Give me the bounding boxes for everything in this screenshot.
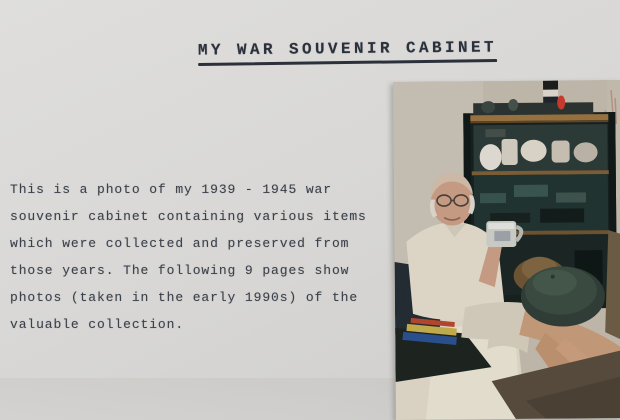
caption-text	[10, 176, 395, 338]
cabinet-photo	[393, 80, 620, 420]
title-underline	[198, 59, 497, 65]
mug	[486, 221, 521, 247]
photo-scene	[393, 80, 620, 420]
caption-line: which were collected and preserved from	[10, 236, 350, 251]
page-title: MY WAR SOUVENIR CABINET	[197, 38, 498, 60]
caption-line: photos (taken in the early 1990s) of the	[10, 290, 359, 305]
caption-line: valuable collection.	[10, 317, 185, 332]
caption-line: This is a photo of my 1939 - 1945 war	[10, 182, 332, 197]
title-block	[198, 38, 497, 65]
caption-line: those years. The following 9 pages show	[10, 263, 350, 278]
caption-line: souvenir cabinet containing various items	[10, 209, 367, 224]
